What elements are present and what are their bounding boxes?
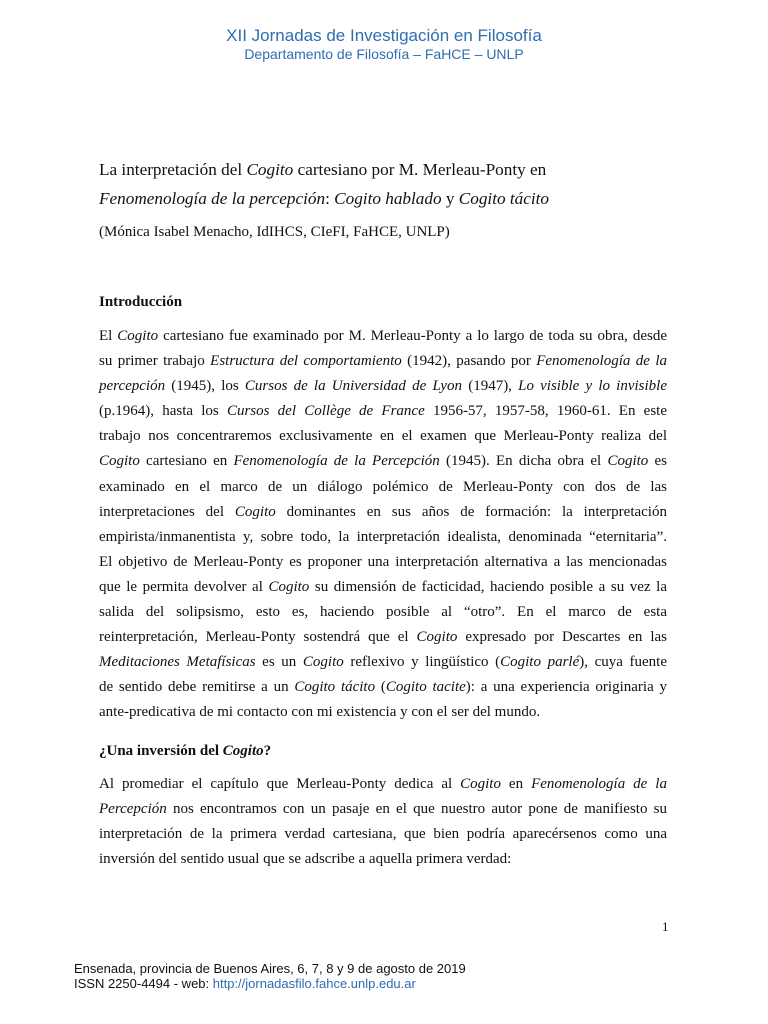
text-run: Cogito tácito xyxy=(294,679,376,696)
text-run: salida del solipsismo, esto es, haciendo posible al “otro”. En el marco de esta xyxy=(99,604,667,621)
text-run: cartesiano en xyxy=(139,453,234,470)
text-run: expresado por Descartes en las xyxy=(457,629,668,646)
text-run: interpretaciones del xyxy=(99,503,235,520)
text-run: trabajo nos concentraremos exclusivamente en el examen que Merleau-Ponty realiza del xyxy=(99,428,667,445)
paper-title-line-2-run: Fenomenología de la percepción xyxy=(99,189,326,208)
section-heading-introduccion: Introducción xyxy=(99,294,183,310)
text-run: Al promediar el capítulo que Merleau-Ponty dedica al xyxy=(99,776,461,792)
text-run: ), cuya fuente xyxy=(579,654,667,671)
footer-issn: ISSN 2250-4494 - web: xyxy=(74,976,213,991)
text-run: de sentido debe remitirse a un xyxy=(99,679,295,696)
document-footer xyxy=(74,961,466,991)
text-run: Cursos de la Universidad de Lyon xyxy=(244,378,463,395)
text-run: Cogito xyxy=(302,654,344,671)
text-run: (1945). En dicha obra el xyxy=(439,453,608,470)
section-heading-inversion-run: ? xyxy=(263,743,272,759)
section-heading-inversion-run: ¿Una inversión del xyxy=(99,743,223,759)
text-run: Cogito xyxy=(607,453,649,470)
text-run: interpretación de la primera verdad cartesiana, que bien podría aparecérsenos como una xyxy=(99,826,667,843)
text-run: Fenomenología de la xyxy=(531,776,667,792)
text-run: percepción xyxy=(99,378,166,395)
text-line xyxy=(99,475,667,500)
text-run: El xyxy=(99,328,118,344)
text-run: es un xyxy=(255,654,303,671)
text-run: Cursos del Collège de France xyxy=(226,403,425,420)
text-run: Percepción xyxy=(99,801,167,818)
text-run: Fenomenología de la xyxy=(536,353,667,370)
text-run: Cogito xyxy=(460,776,501,792)
section-heading-inversion xyxy=(99,741,271,761)
conference-title: XII Jornadas de Investigación en Filosofía xyxy=(226,26,542,45)
paper-title-line-2-run: : xyxy=(325,189,335,208)
paper-title-line-2 xyxy=(99,184,679,213)
text-line xyxy=(99,500,667,525)
text-line xyxy=(99,797,667,822)
text-run: Estructura del comportamiento xyxy=(210,353,402,370)
author-affiliation: (Mónica Isabel Menacho, IdIHCS, CIeFI, FaHCE, UNLP) xyxy=(99,224,450,240)
text-line xyxy=(99,700,667,725)
footer-issn-web xyxy=(74,976,466,991)
text-run: cartesiano fue examinado por M. Merleau-Ponty a lo largo de toda su obra, desde xyxy=(158,328,667,344)
text-run: examinado en el marco de un diálogo polémico de Merleau-Ponty con dos de las xyxy=(99,478,667,495)
document-header xyxy=(0,26,768,62)
paper-title-line-1-run: Cogito xyxy=(246,160,294,179)
text-run: ante-predicativa de mi contacto con mi existencia y con el ser del mundo. xyxy=(99,704,541,721)
text-run: Cogito xyxy=(117,328,159,344)
text-run: (1947), xyxy=(462,378,519,395)
text-run: inversión del sentido usual que se adscribe a aquella primera verdad: xyxy=(99,851,512,868)
paragraph-introduccion xyxy=(99,324,667,726)
text-run: su dimensión de facticidad, haciendo posible a su vez la xyxy=(309,578,667,595)
paper-title-line-2-run: y xyxy=(441,189,459,208)
text-line xyxy=(99,349,667,374)
text-run: Cogito parlé xyxy=(500,654,580,671)
text-run: Lo visible y lo invisible xyxy=(518,378,667,395)
text-run: en xyxy=(500,776,532,792)
text-run: es xyxy=(648,453,667,470)
text-run: ): a una experiencia originaria y xyxy=(465,679,668,696)
text-run: Cogito tacite xyxy=(385,679,466,696)
text-run: dominantes en sus años de formación: la interpretación xyxy=(275,503,667,520)
text-line xyxy=(99,550,667,575)
paper-title-line-2-run: Cogito tácito xyxy=(458,189,550,208)
text-run: reflexivo y lingüístico ( xyxy=(343,654,501,671)
text-line xyxy=(99,650,667,675)
text-line xyxy=(99,822,667,847)
text-run: ( xyxy=(375,679,386,696)
paper-title xyxy=(99,155,679,213)
paper-title-line-1-run: La interpretación del xyxy=(99,160,247,179)
text-line xyxy=(99,449,667,474)
text-run: que le permita devolver al xyxy=(99,578,269,595)
text-run: empirista/inmanentista y, sobre todo, la interpretación idealista, denominada “eternitaria”. xyxy=(99,528,667,545)
text-run: (p.1964), hasta los xyxy=(99,403,227,420)
text-run: Cogito xyxy=(416,629,458,646)
text-line xyxy=(99,600,667,625)
text-run: Cogito xyxy=(99,453,140,470)
text-line xyxy=(99,575,667,600)
text-line xyxy=(99,847,667,872)
text-run: nos encontramos con un pasaje en el que nuestro autor pone de manifiesto su xyxy=(166,801,667,818)
text-line xyxy=(99,374,667,399)
department-subtitle: Departamento de Filosofía – FaHCE – UNLP xyxy=(244,46,524,62)
text-run: (1942), pasando por xyxy=(401,353,537,370)
paper-title-line-2-run: Cogito hablado xyxy=(334,189,442,208)
text-run: (1945), los xyxy=(165,378,245,395)
text-run: Fenomenología de la Percepción xyxy=(233,453,440,470)
page-number: 1 xyxy=(662,919,669,934)
website-link[interactable]: http://jornadasfilo.fahce.unlp.edu.ar xyxy=(212,976,416,991)
footer-location-date: Ensenada, provincia de Buenos Aires, 6, 7, 8 y 9 de agosto de 2019 xyxy=(74,961,466,976)
paragraph-inversion xyxy=(99,772,667,872)
text-line xyxy=(99,525,667,550)
text-run: Cogito xyxy=(268,578,310,595)
text-run: reinterpretación, Merleau-Ponty sostendrá que el xyxy=(99,629,417,646)
paper-title-line-1 xyxy=(99,155,679,184)
text-line xyxy=(99,399,667,424)
paper-title-line-1-run: cartesiano por M. Merleau-Ponty en xyxy=(293,160,547,179)
text-line xyxy=(99,324,667,349)
text-line xyxy=(99,424,667,449)
text-line xyxy=(99,625,667,650)
text-run: Meditaciones Metafísicas xyxy=(99,654,256,671)
section-heading-inversion-run: Cogito xyxy=(222,743,264,759)
text-run: su primer trabajo xyxy=(99,353,211,370)
text-line xyxy=(99,772,667,797)
text-run: El objetivo de Merleau-Ponty es proponer una interpretación alternativa a las mencionadas xyxy=(99,553,667,570)
text-line xyxy=(99,675,667,700)
text-run: 1956-57, 1957-58, 1960-61. En este xyxy=(424,403,667,420)
text-run: Cogito xyxy=(234,503,276,520)
